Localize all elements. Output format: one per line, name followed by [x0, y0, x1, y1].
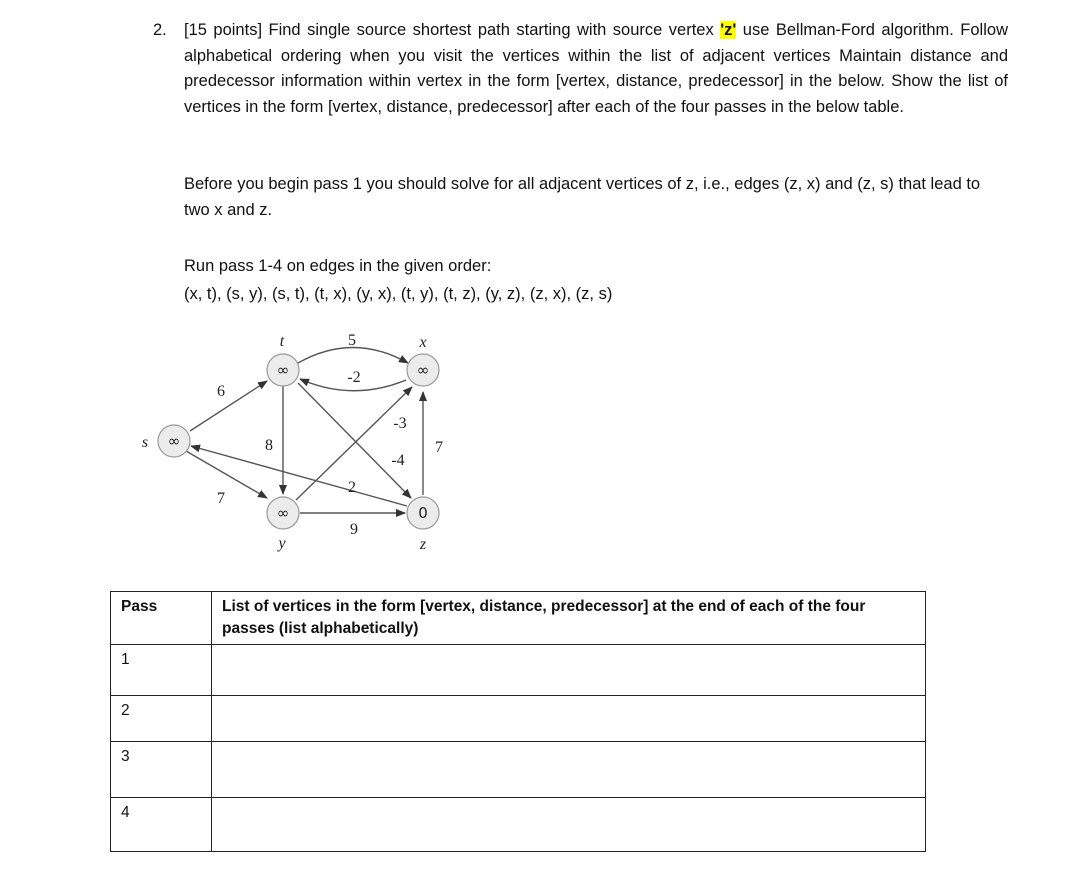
- edge-s-t: [190, 381, 267, 431]
- node-y-label: y: [278, 535, 286, 552]
- node-x-value: ∞: [416, 361, 430, 379]
- edge-order: (x, t), (s, y), (s, t), (t, x), (y, x), (t, y), (t, z), (y, z), (z, x), (z, s): [184, 285, 613, 303]
- weight-t-z: -4: [391, 452, 405, 469]
- table-row: [111, 696, 926, 742]
- pass-answer-cell[interactable]: [212, 645, 926, 696]
- pass-number: 1: [111, 645, 212, 696]
- node-x-label: x: [419, 334, 427, 351]
- weight-z-x: 7: [435, 439, 443, 456]
- node-t-label: t: [279, 333, 285, 350]
- graph-svg: [128, 322, 468, 552]
- weight-s-t: 6: [217, 383, 225, 400]
- question-text-part-1: [15 points] Find single source shortest path starting with source vertex: [184, 21, 721, 39]
- weight-z-s: 2: [348, 479, 356, 496]
- weight-t-x: 5: [348, 332, 356, 349]
- pass-number: 2: [111, 696, 212, 742]
- question-text: [184, 18, 1008, 120]
- pass-answer-cell[interactable]: [212, 696, 926, 742]
- node-z-label: z: [419, 536, 427, 552]
- weight-y-z: 9: [350, 521, 358, 538]
- table-row: [111, 742, 926, 798]
- weight-s-y: 7: [217, 490, 225, 507]
- edge-s-y: [186, 451, 267, 498]
- node-t-value: ∞: [276, 361, 290, 379]
- table-row: [111, 798, 926, 852]
- pre-pass-note: Before you begin pass 1 you should solve for all adjacent vertices of z, i.e., edges (z, x) and (z, s) that lead to two x and z.: [184, 175, 981, 219]
- answer-table: [110, 591, 926, 852]
- answer-table-header: [111, 592, 926, 645]
- pass-number: 3: [111, 742, 212, 798]
- header-list: List of vertices in the form [vertex, distance, predecessor] at the end of each of the four passes (list alphabetically): [212, 592, 926, 645]
- node-y-value: ∞: [276, 504, 290, 522]
- node-s-value: ∞: [167, 432, 181, 450]
- weight-t-y: 8: [265, 437, 273, 454]
- table-row: [111, 645, 926, 696]
- question-text-part-2: use Bellman-Ford algorithm. Follow alphabetical ordering when you visit the vertices within the list of adjacent vertices Maintain distance and predecessor information within vertex in the form [vertex, distance, predecessor] in the below. Show the list of vertices in the form [vertex, distance, predecessor] after each of the four passes in the below table.: [184, 21, 1008, 116]
- node-z-value: 0: [418, 504, 428, 522]
- pass-answer-cell[interactable]: [212, 742, 926, 798]
- node-s-label: s: [141, 434, 149, 451]
- graph-figure: [128, 322, 468, 557]
- question-number: 2.: [153, 21, 167, 39]
- run-label: Run pass 1-4 on edges in the given order:: [184, 257, 492, 275]
- weight-x-t: -2: [347, 369, 361, 386]
- pass-answer-cell[interactable]: [212, 798, 926, 852]
- header-pass: Pass: [111, 592, 212, 645]
- edge-t-x: [298, 348, 408, 364]
- pass-number: 4: [111, 798, 212, 852]
- weight-y-x: -3: [393, 415, 407, 432]
- source-vertex-highlight: 'z': [720, 21, 737, 39]
